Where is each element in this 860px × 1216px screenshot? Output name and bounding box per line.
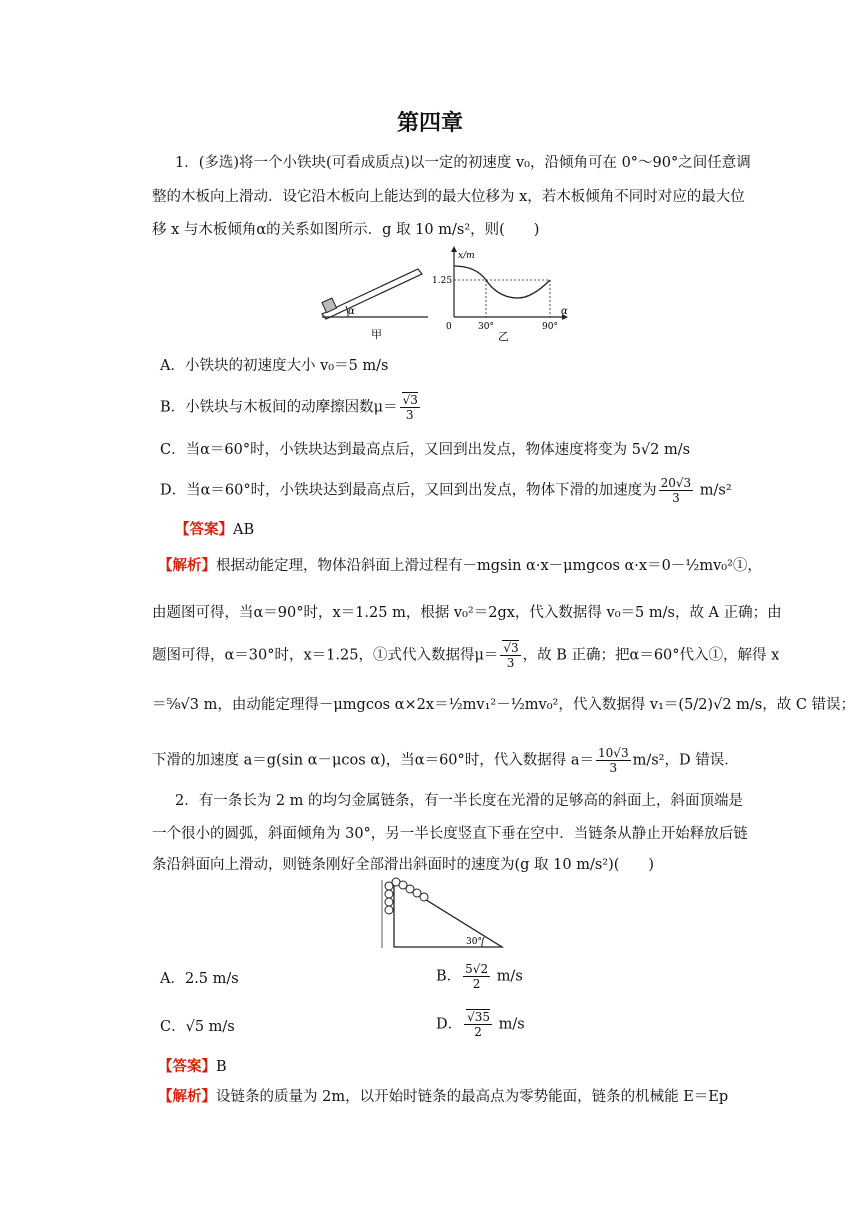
q2-analysis-line-1 (158, 1087, 728, 1107)
graph-origin: 0 (446, 322, 452, 332)
angle-label: 30° (466, 937, 482, 947)
denominator: 2 (472, 977, 481, 991)
q1-option-c: C．当α＝60°时，小铁块达到最高点后，又回到出发点，物体速度将变为 5√2 m/s (160, 442, 691, 458)
fraction (400, 393, 420, 422)
graph-y-label: x/m (458, 251, 475, 261)
q1-analysis-line-4: ＝⅝√3 m，由动能定理得－μmgcos α×2x＝½mv₁²－½mv₀²，代入数据得 v₁＝(5/2)√2 m/s，故 C 错误； (152, 697, 856, 713)
denominator: 3 (672, 491, 680, 505)
answer-tag: 【答案】 (175, 521, 233, 538)
q2-option-a: A．2.5 m/s (160, 971, 239, 987)
denominator: 3 (506, 656, 515, 670)
figure-jia-incline (322, 269, 428, 341)
page-title: 第四章 (396, 111, 463, 136)
analysis-text: m/s²，D 错误． (632, 752, 739, 769)
numerator: √35 (467, 1010, 491, 1024)
analysis-text: ，故 B 正确；把α＝60°代入①，解得 x (522, 647, 780, 664)
q1-option-d-text: D．当α＝60°时，小铁块达到最高点后，又回到出发点，物体下滑的加速度为 (160, 482, 657, 499)
figure-yi-graph (432, 246, 568, 343)
graph-x-tick-30: 30° (478, 322, 494, 332)
q2-answer (158, 1057, 227, 1077)
answer-value: AB (233, 522, 255, 538)
q2-option-c: C．√5 m/s (160, 1019, 235, 1035)
q1-analysis-line-2: 由题图可得，当α＝90°时，x＝1.25 m，根据 v₀²＝2gx，代入数据得 v₀＝5 m/s，故 A 正确；由 (152, 605, 782, 621)
analysis-tag: 【解析】 (158, 1088, 216, 1105)
q2-text-line-2: 一个很小的圆弧，斜面倾角为 30°，另一半长度竖直下垂在空中．当链条从静止开始释放后链 (152, 826, 748, 842)
graph-y-tick: 1.25 (432, 276, 453, 286)
analysis-tag: 【解析】 (158, 557, 216, 574)
answer-tag: 【答案】 (158, 1058, 216, 1075)
fraction (596, 746, 631, 775)
unit: m/s (496, 968, 523, 985)
q1-option-a: A．小铁块的初速度大小 v₀＝5 m/s (160, 358, 389, 374)
q1-option-d-unit: m/s² (699, 482, 732, 499)
answer-value: B (216, 1059, 227, 1075)
numerator: 20√3 (660, 476, 692, 490)
denominator: 3 (405, 408, 414, 422)
unit: m/s (498, 1016, 525, 1033)
numerator: √3 (503, 641, 519, 655)
q2-option-d (436, 1010, 525, 1039)
q1-analysis-line-1 (158, 556, 762, 576)
q2-figure (378, 876, 508, 950)
denominator: 2 (474, 1025, 482, 1039)
figure-yi-label: 乙 (498, 330, 509, 343)
q1-text-line-1: 1．(多选)将一个小铁块(可看成质点)以一定的初速度 v₀，沿倾角可在 0°～90°之间任意调 (175, 155, 751, 171)
numerator: 5√2 (465, 962, 489, 976)
denominator: 3 (609, 761, 618, 775)
option-label: B． (436, 968, 462, 985)
q1-option-b-text: B．小铁块与木板间的动摩擦因数μ＝ (160, 399, 398, 416)
fraction (659, 476, 694, 505)
fraction (463, 962, 490, 991)
numerator: √3 (402, 393, 418, 407)
analysis-text: 设链条的质量为 2m，以开始时链条的最高点为零势能面，链条的机械能 E＝Ep (216, 1089, 729, 1105)
numerator: 10√3 (598, 746, 629, 760)
figure-jia-label: 甲 (371, 328, 382, 341)
analysis-text: 下滑的加速度 a＝g(sin α－μcos α)，当α＝60°时，代入数据得 a＝ (152, 752, 595, 769)
alpha-label-jia: α (348, 306, 355, 317)
analysis-text: 题图可得，α＝30°时，x＝1.25，①式代入数据得μ＝ (152, 647, 499, 664)
q1-option-d (160, 476, 732, 505)
fraction (500, 641, 520, 670)
q1-figure (318, 244, 578, 346)
q1-option-b (160, 393, 422, 422)
q1-analysis-line-3 (152, 641, 779, 670)
fraction (464, 1010, 492, 1039)
option-label: D． (436, 1016, 463, 1033)
q1-text-line-3: 移 x 与木板倾角α的关系如图所示．g 取 10 m/s²，则( ) (152, 222, 540, 238)
q1-answer (175, 520, 254, 540)
q2-text-line-1: 2．有一条长为 2 m 的均匀金属链条，有一半长度在光滑的足够高的斜面上，斜面顶端是 (175, 793, 744, 809)
q1-analysis-line-5 (152, 746, 739, 775)
q1-text-line-2: 整的木板向上滑动．设它沿木板向上能达到的最大位移为 x，若木板倾角不同时对应的最大位 (152, 189, 745, 205)
q2-text-line-3: 条沿斜面向上滑动，则链条刚好全部滑出斜面时的速度为(g 取 10 m/s²)( ) (152, 857, 655, 873)
analysis-text: 根据动能定理，物体沿斜面上滑过程有－mgsin α·x－μmgcos α·x＝0－½mv₀²①， (216, 558, 762, 574)
q2-option-b (436, 962, 523, 991)
graph-x-label: α (561, 306, 568, 317)
graph-x-tick-90: 90° (542, 322, 558, 332)
chain-links (385, 878, 428, 914)
